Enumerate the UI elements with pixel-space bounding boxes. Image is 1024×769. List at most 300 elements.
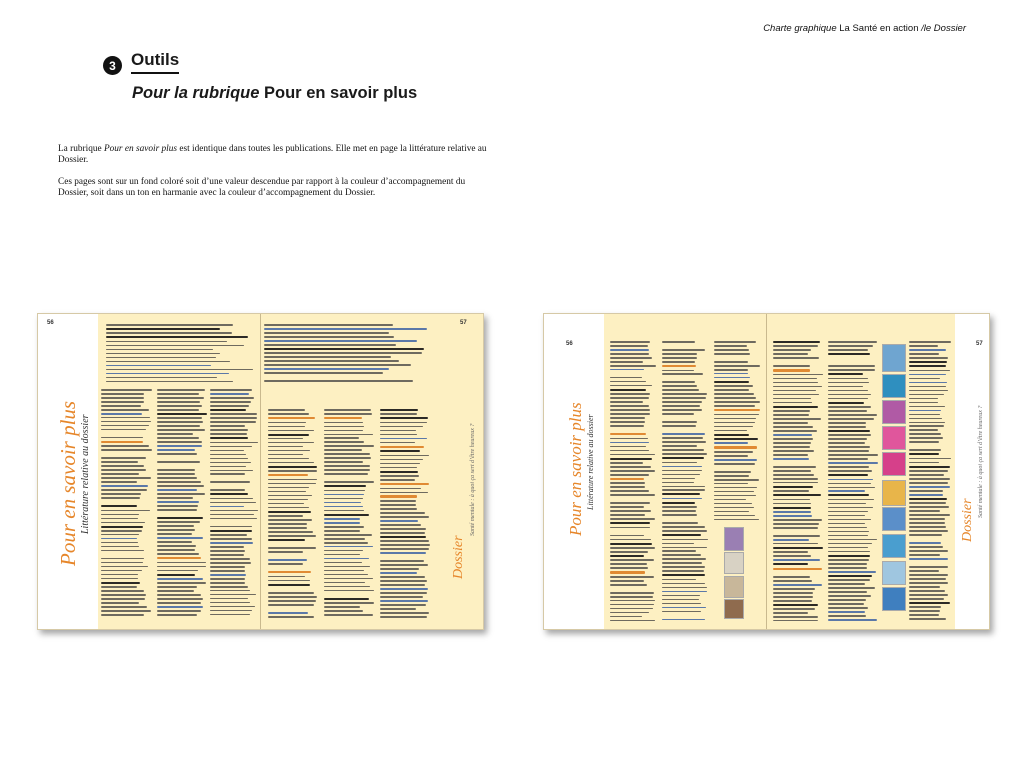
greeked-text-line: [268, 450, 310, 452]
greeked-text-line: [106, 381, 233, 383]
greeked-text-line: [101, 401, 144, 403]
greeked-text-line: [610, 510, 651, 512]
greeked-text-line: [106, 369, 253, 371]
greeked-text-line: [210, 417, 257, 419]
greeked-text-line: [268, 507, 309, 509]
greeked-text-line: [101, 566, 148, 568]
greeked-text-line: [610, 349, 649, 351]
greeked-text-line: [380, 417, 428, 419]
greeked-text-line: [662, 401, 702, 403]
greeked-text-line: [828, 539, 877, 541]
greeked-text-line: [909, 433, 941, 435]
greeked-text-line: [909, 526, 946, 528]
greeked-text-line: [268, 483, 316, 485]
greeked-text-line: [101, 493, 141, 495]
greeked-text-line: [157, 541, 192, 543]
greeked-text-line: [264, 324, 393, 326]
greeked-text-line: [714, 341, 756, 343]
greeked-text-line: [324, 578, 373, 580]
greeked-text-line: [610, 580, 644, 582]
greeked-text-line: [909, 614, 939, 616]
greeked-text-line: [662, 409, 702, 411]
greeked-text-line: [324, 514, 369, 516]
greeked-text-line: [324, 434, 373, 436]
greeked-text-line: [157, 594, 201, 596]
greeked-text-line: [828, 458, 868, 460]
greeked-text-line: [828, 450, 869, 452]
greeked-text-line: [662, 579, 696, 581]
greeked-text-line: [324, 566, 370, 568]
greeked-text-line: [101, 558, 144, 560]
greeked-text-line: [828, 527, 867, 529]
greeked-text-line: [157, 401, 200, 403]
greeked-text-line: [610, 502, 650, 504]
greeked-text-line: [828, 479, 873, 481]
greeked-text-line: [101, 457, 146, 459]
greeked-text-line: [610, 559, 654, 561]
greeked-text-line: [268, 499, 308, 501]
greeked-text-line: [909, 558, 948, 560]
greeked-text-line: [101, 445, 149, 447]
greeked-text-line: [714, 511, 749, 513]
greeked-text-line: [828, 454, 878, 456]
greeked-text-line: [909, 518, 945, 520]
greeked-text-line: [662, 437, 703, 439]
greeked-text-line: [909, 498, 947, 500]
greeked-text-line: [909, 390, 948, 392]
greeked-text-line: [157, 453, 197, 455]
greeked-text-line: [210, 454, 246, 456]
greeked-text-line: [773, 426, 813, 428]
greeked-text-line: [380, 459, 423, 461]
greeked-text-line: [101, 477, 151, 479]
greeked-text-line: [101, 510, 150, 512]
greeked-text-line: [610, 600, 655, 602]
intro-paragraph-2: Ces pages sont sur un fond coloré soit d’une valeur descendue par rapport à la couleur d’accompagnement du Dossier, soit dans un ton en harmanie avec la couleur d’accompagnement du Dossier.: [58, 177, 466, 198]
greeked-text-line: [106, 373, 229, 375]
greeked-text-line: [714, 381, 749, 383]
greeked-text-line: [662, 506, 697, 508]
greeked-text-line: [909, 453, 939, 455]
greeked-text-line: [662, 603, 701, 605]
greeked-text-line: [828, 414, 877, 416]
greeked-text-line: [714, 446, 757, 448]
greeked-text-line: [773, 434, 812, 436]
greeked-text-line: [610, 361, 643, 363]
greeked-text-line: [828, 607, 868, 609]
greeked-text-line: [157, 473, 195, 475]
greeked-text-line: [610, 612, 649, 614]
greeked-text-line: [106, 361, 230, 363]
greeked-text-line: [324, 457, 371, 459]
cover-thumbnail: [882, 480, 906, 506]
greeked-text-line: [828, 490, 865, 492]
greeked-text-line: [714, 499, 746, 501]
greeked-text-line: [157, 437, 199, 439]
greeked-text-line: [714, 459, 757, 461]
text-column: [106, 324, 254, 384]
text-column: [268, 409, 318, 619]
greeked-text-line: [909, 418, 942, 420]
greeked-text-line: [380, 524, 421, 526]
greeked-text-line: [101, 405, 141, 407]
greeked-text-line: [268, 422, 306, 424]
greeked-text-line: [909, 437, 943, 439]
greeked-text-line: [210, 514, 254, 516]
greeked-text-line: [268, 417, 315, 419]
greeked-text-line: [157, 389, 205, 391]
greeked-text-line: [909, 534, 942, 536]
greeked-text-line: [157, 614, 197, 616]
greeked-text-line: [324, 417, 362, 419]
greeked-text-line: [828, 487, 875, 489]
greeked-text-line: [101, 425, 149, 427]
greeked-text-line: [610, 535, 644, 537]
greeked-text-line: [380, 430, 416, 432]
greeked-text-line: [909, 414, 940, 416]
greeked-text-line: [773, 539, 809, 541]
greeked-text-line: [909, 502, 946, 504]
greeked-text-line: [324, 554, 360, 556]
greeked-text-line: [773, 466, 816, 468]
greeked-text-line: [380, 434, 417, 436]
greeked-text-line: [324, 473, 368, 475]
greeked-text-line: [773, 422, 808, 424]
greeked-text-line: [157, 562, 206, 564]
greeked-text-line: [324, 506, 363, 508]
greeked-text-line: [210, 558, 250, 560]
greeked-text-line: [773, 527, 818, 529]
greeked-text-line: [662, 526, 705, 528]
greeked-text-line: [268, 466, 317, 468]
greeked-text-line: [773, 406, 818, 408]
greeked-text-line: [324, 590, 374, 592]
dossier-title-vertical: Dossier: [451, 535, 466, 579]
greeked-text-line: [157, 566, 206, 568]
greeked-text-line: [101, 413, 142, 415]
greeked-text-line: [773, 357, 819, 359]
greeked-text-line: [662, 570, 704, 572]
greeked-text-line: [324, 526, 364, 528]
greeked-text-line: [264, 348, 424, 350]
dossier-subtitle-vertical: Santé mentale : à quoi ça sert d’être heureux ?: [470, 423, 476, 536]
greeked-text-line: [380, 596, 423, 598]
greeked-text-line: [773, 454, 808, 456]
greeked-text-line: [662, 510, 696, 512]
greeked-text-line: [610, 490, 649, 492]
greeked-text-line: [210, 542, 253, 544]
greeked-text-line: [101, 542, 138, 544]
greeked-text-line: [610, 405, 649, 407]
greeked-text-line: [380, 544, 430, 546]
greeked-text-line: [610, 409, 650, 411]
greeked-text-line: [662, 413, 694, 415]
greeked-text-line: [610, 433, 646, 435]
greeked-text-line: [324, 610, 363, 612]
greeked-text-line: [662, 482, 694, 484]
greeked-text-line: [324, 606, 360, 608]
greeked-text-line: [828, 523, 865, 525]
greeked-text-line: [264, 380, 413, 382]
greeked-text-line: [380, 488, 421, 490]
greeked-text-line: [773, 584, 822, 586]
greeked-text-line: [157, 481, 201, 483]
greeked-text-line: [268, 442, 314, 444]
greeked-text-line: [909, 546, 943, 548]
greeked-text-line: [662, 547, 707, 549]
greeked-text-line: [828, 551, 870, 553]
greeked-text-line: [324, 445, 374, 447]
greeked-text-line: [828, 369, 875, 371]
greeked-text-line: [662, 353, 697, 355]
greeked-text-line: [773, 507, 811, 509]
page-number-left: 56: [47, 320, 54, 326]
greeked-text-line: [324, 546, 373, 548]
text-column: [101, 389, 153, 619]
greeked-text-line: [157, 493, 205, 495]
greeked-text-line: [909, 530, 948, 532]
greeked-text-line: [157, 582, 206, 584]
greeked-text-line: [828, 535, 868, 537]
greeked-text-line: [324, 530, 360, 532]
greeked-text-line: [324, 490, 365, 492]
greeked-text-line: [714, 487, 757, 489]
greeked-text-line: [324, 542, 368, 544]
greeked-text-line: [828, 438, 867, 440]
greeked-text-line: [828, 611, 865, 613]
greeked-text-line: [610, 425, 644, 427]
greeked-text-line: [662, 425, 696, 427]
greeked-text-line: [610, 369, 644, 371]
greeked-text-line: [828, 349, 868, 351]
left-spread-preview: [37, 313, 484, 630]
greeked-text-line: [773, 398, 811, 400]
greeked-text-line: [773, 616, 818, 618]
greeked-text-line: [714, 409, 760, 411]
greeked-text-line: [610, 438, 648, 440]
greeked-text-line: [380, 422, 427, 424]
greeked-text-line: [773, 482, 818, 484]
greeked-text-line: [773, 547, 823, 549]
greeked-text-line: [324, 465, 370, 467]
greeked-text-line: [268, 503, 304, 505]
cover-thumbnail: [724, 552, 744, 574]
greeked-text-line: [773, 596, 813, 598]
greeked-text-line: [714, 434, 749, 436]
greeked-text-line: [380, 438, 427, 440]
greeked-text-line: [324, 449, 362, 451]
greeked-text-line: [264, 340, 417, 342]
greeked-text-line: [268, 462, 314, 464]
greeked-text-line: [268, 600, 316, 602]
doc-section: /le Dossier: [921, 23, 966, 34]
greeked-text-line: [773, 592, 813, 594]
greeked-text-line: [210, 389, 252, 391]
greeked-text-line: [610, 539, 651, 541]
greeked-text-line: [773, 442, 811, 444]
greeked-text-line: [210, 534, 247, 536]
greeked-text-line: [101, 514, 139, 516]
page-number-right: 57: [460, 320, 467, 326]
greeked-text-line: [773, 430, 817, 432]
greeked-text-line: [714, 442, 748, 444]
greeked-text-line: [828, 446, 870, 448]
greeked-text-line: [101, 389, 152, 391]
greeked-text-line: [909, 590, 945, 592]
greeked-text-line: [324, 409, 371, 411]
greeked-text-line: [714, 418, 756, 420]
greeked-text-line: [662, 453, 707, 455]
greeked-text-line: [773, 511, 811, 513]
greeked-text-line: [324, 469, 370, 471]
greeked-text-line: [324, 485, 366, 487]
greeked-text-line: [101, 497, 140, 499]
greeked-text-line: [828, 345, 873, 347]
greeked-text-line: [610, 454, 655, 456]
greeked-text-line: [828, 511, 868, 513]
greeked-text-line: [828, 390, 868, 392]
greeked-text-line: [714, 393, 754, 395]
greeked-text-line: [909, 466, 950, 468]
greeked-text-line: [264, 368, 389, 370]
greeked-text-line: [210, 554, 244, 556]
greeked-text-line: [101, 550, 144, 552]
greeked-text-line: [380, 483, 429, 485]
greeked-text-line: [610, 377, 642, 379]
greeked-text-line: [380, 572, 417, 574]
greeked-text-line: [157, 445, 202, 447]
cover-thumbnail: [724, 527, 744, 551]
greeked-text-line: [610, 470, 655, 472]
greeked-text-line: [610, 393, 650, 395]
greeked-text-line: [828, 555, 870, 557]
greeked-text-line: [157, 489, 197, 491]
greeked-text-line: [773, 523, 819, 525]
greeked-text-line: [610, 381, 646, 383]
greeked-text-line: [610, 567, 648, 569]
cover-thumbnail: [882, 561, 906, 585]
greeked-text-line: [714, 495, 756, 497]
greeked-text-line: [909, 361, 947, 363]
greeked-text-line: [662, 370, 694, 372]
spread-gutter: [766, 314, 767, 629]
greeked-text-line: [610, 551, 648, 553]
greeked-text-line: [268, 563, 303, 565]
greeked-text-line: [909, 578, 946, 580]
greeked-text-line: [662, 595, 700, 597]
greeked-text-line: [909, 610, 940, 612]
greeked-text-line: [380, 520, 418, 522]
greeked-text-line: [106, 324, 233, 326]
greeked-text-line: [828, 430, 870, 432]
greeked-text-line: [210, 489, 245, 491]
greeked-text-line: [828, 442, 865, 444]
greeked-text-line: [380, 467, 417, 469]
greeked-text-line: [210, 502, 256, 504]
greeked-text-line: [210, 442, 258, 444]
greeked-text-line: [773, 478, 818, 480]
greeked-text-line: [714, 373, 748, 375]
greeked-text-line: [662, 449, 704, 451]
greeked-text-line: [610, 506, 644, 508]
cover-thumbnail: [882, 507, 906, 531]
greeked-text-line: [157, 557, 201, 559]
greeked-text-line: [828, 341, 877, 343]
greeked-text-line: [909, 386, 946, 388]
greeked-text-line: [828, 373, 863, 375]
greeked-text-line: [662, 566, 705, 568]
greeked-text-line: [662, 558, 706, 560]
greeked-text-line: [268, 604, 314, 606]
greeked-text-line: [610, 385, 652, 387]
greeked-text-line: [909, 586, 940, 588]
greeked-text-line: [106, 365, 211, 367]
greeked-text-line: [909, 441, 939, 443]
greeked-text-line: [157, 598, 203, 600]
greeked-text-line: [380, 592, 427, 594]
greeked-text-line: [101, 485, 148, 487]
greeked-text-line: [909, 378, 940, 380]
greeked-text-line: [210, 458, 248, 460]
greeked-text-line: [324, 461, 363, 463]
greeked-text-line: [324, 550, 363, 552]
text-column: [714, 341, 760, 521]
greeked-text-line: [828, 474, 868, 476]
greeked-text-line: [828, 603, 864, 605]
doc-name: La Santé en action: [836, 23, 922, 34]
greeked-text-line: [909, 602, 950, 604]
greeked-text-line: [714, 369, 748, 371]
greeked-text-line: [610, 527, 650, 529]
greeked-text-line: [106, 332, 232, 334]
greeked-text-line: [662, 486, 705, 488]
greeked-text-line: [909, 345, 938, 347]
greeked-text-line: [380, 540, 429, 542]
greeked-text-line: [909, 462, 939, 464]
greeked-text-line: [106, 353, 220, 355]
greeked-text-line: [610, 571, 645, 573]
greeked-text-line: [210, 610, 252, 612]
greeked-text-line: [714, 430, 747, 432]
greeked-text-line: [101, 534, 139, 536]
greeked-text-line: [909, 406, 945, 408]
greeked-text-line: [210, 562, 251, 564]
greeked-text-line: [101, 465, 144, 467]
greeked-text-line: [268, 539, 305, 541]
greeked-text-line: [157, 405, 202, 407]
greeked-text-line: [380, 442, 415, 444]
greeked-text-line: [210, 566, 245, 568]
greeked-text-line: [268, 519, 312, 521]
greeked-text-line: [662, 562, 702, 564]
greeked-text-line: [909, 618, 946, 620]
greeked-text-line: [610, 474, 649, 476]
greeked-text-line: [773, 576, 810, 578]
greeked-text-line: [101, 518, 138, 520]
greeked-text-line: [610, 608, 653, 610]
greeked-text-line: [157, 586, 197, 588]
greeked-text-line: [714, 475, 749, 477]
greeked-text-line: [268, 430, 314, 432]
greeked-text-line: [324, 498, 363, 500]
greeked-text-line: [662, 534, 701, 536]
greeked-text-line: [101, 582, 140, 584]
greeked-text-line: [773, 438, 813, 440]
greeked-text-line: [268, 458, 309, 460]
greeked-text-line: [828, 410, 867, 412]
greeked-text-line: [828, 619, 877, 621]
greeked-text-line: [380, 500, 416, 502]
